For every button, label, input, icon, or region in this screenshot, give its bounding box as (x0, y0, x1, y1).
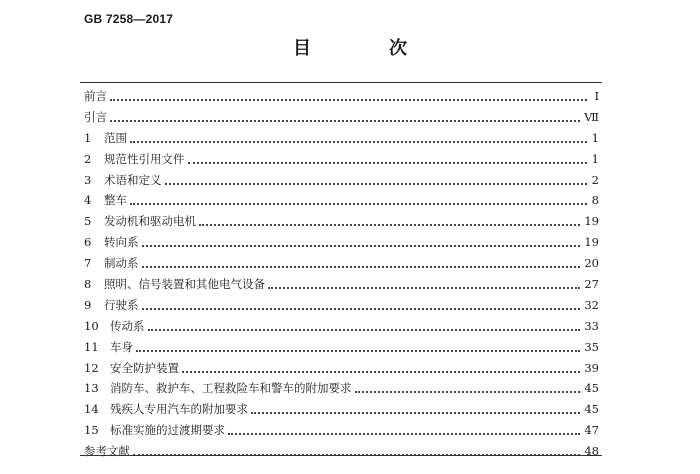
toc-entry-label: 照明、信号装置和其他电气设备 (104, 277, 265, 292)
toc-entry-number: 2 (84, 151, 92, 166)
toc-entry-number: 3 (84, 172, 92, 187)
toc-entry[interactable] (84, 443, 599, 464)
toc-entry[interactable] (84, 109, 599, 130)
dot-leader (199, 223, 580, 226)
dot-leader (228, 432, 580, 435)
toc-entry-label: 标准实施的过渡期要求 (110, 423, 225, 438)
toc-entry[interactable] (84, 88, 599, 109)
toc-entry-number: 15 (84, 423, 99, 438)
dot-leader (148, 328, 581, 331)
toc-entry-label: 发动机和驱动电机 (104, 214, 196, 229)
standard-code: GB 7258—2017 (84, 12, 174, 26)
dot-leader (142, 265, 581, 268)
toc-entry[interactable] (84, 318, 599, 339)
toc-entry[interactable] (84, 422, 599, 443)
dot-leader (110, 119, 580, 122)
dot-leader (130, 140, 587, 143)
toc-entry-number: 14 (84, 402, 99, 417)
dot-leader (251, 411, 580, 414)
toc-entry-page: 32 (584, 297, 599, 312)
dot-leader (268, 286, 580, 289)
toc-entry-number: 10 (84, 318, 99, 333)
toc-entry-label: 参考文献 (84, 444, 130, 459)
dot-leader (142, 244, 581, 247)
dot-leader (130, 202, 587, 205)
toc-entry[interactable] (84, 172, 599, 193)
toc-entry-page: Ⅰ (594, 89, 599, 103)
toc-entry-label: 行驶系 (104, 297, 139, 312)
toc-entry-number: 7 (84, 256, 92, 271)
toc-entry-label: 规范性引用文件 (104, 151, 185, 166)
toc-entry-label: 整车 (104, 193, 127, 208)
toc-entry-number: 5 (84, 214, 92, 229)
toc-entry-page: 19 (584, 235, 599, 250)
toc-entry-number: 12 (84, 360, 99, 375)
toc-entry[interactable] (84, 234, 599, 255)
toc-entry-label: 安全防护装置 (110, 360, 179, 375)
toc-entry-number: 4 (84, 193, 92, 208)
toc-entry[interactable] (84, 255, 599, 276)
toc-entry-number: 13 (84, 381, 99, 396)
toc-entry-page: 20 (584, 256, 599, 271)
toc-entry[interactable] (84, 151, 599, 172)
toc-entry-label: 术语和定义 (104, 172, 162, 187)
toc-entry[interactable] (84, 401, 599, 422)
dot-leader (110, 98, 587, 101)
toc-entry-number: 6 (84, 235, 92, 250)
bottom-divider (80, 455, 602, 456)
toc-entry-page: 45 (584, 402, 599, 417)
dot-leader (188, 161, 588, 164)
toc-entry-page: 27 (584, 277, 599, 292)
toc-entry-page: 47 (584, 423, 599, 438)
dot-leader (355, 390, 581, 393)
toc-entry[interactable] (84, 276, 599, 297)
toc-entry[interactable] (84, 339, 599, 360)
toc-entry[interactable] (84, 360, 599, 381)
toc-entry-page: 1 (591, 130, 599, 145)
table-of-contents (84, 88, 599, 464)
dot-leader (182, 370, 580, 373)
toc-entry-label: 车身 (110, 339, 133, 354)
toc-entry-label: 残疾人专用汽车的附加要求 (110, 402, 248, 417)
toc-entry-label: 转向系 (104, 235, 139, 250)
top-divider (80, 82, 602, 83)
toc-entry-page: 45 (584, 381, 599, 396)
toc-entry-number: 9 (84, 297, 92, 312)
toc-entry-page: 33 (584, 318, 599, 333)
toc-entry-number: 8 (84, 277, 92, 292)
toc-entry-page: 39 (584, 360, 599, 375)
toc-entry-label: 前言 (84, 89, 107, 103)
toc-entry-label: 引言 (84, 109, 107, 124)
toc-entry[interactable] (84, 297, 599, 318)
toc-entry-page: 1 (591, 151, 599, 166)
toc-entry-page: 2 (591, 172, 599, 187)
toc-entry-label: 制动系 (104, 256, 139, 271)
toc-entry-number: 11 (84, 339, 99, 354)
dot-leader (142, 307, 581, 310)
toc-entry-number: 1 (84, 130, 92, 145)
toc-entry-label: 传动系 (110, 318, 145, 333)
toc-entry-page: 19 (584, 214, 599, 229)
toc-entry[interactable] (84, 130, 599, 151)
toc-entry-page: 35 (584, 339, 599, 354)
toc-entry-page: Ⅶ (584, 109, 599, 124)
toc-entry-label: 消防车、救护车、工程救险车和警车的附加要求 (110, 381, 352, 396)
toc-entry-page: 8 (591, 193, 599, 208)
toc-entry[interactable] (84, 213, 599, 234)
dot-leader (165, 182, 588, 185)
toc-entry[interactable] (84, 192, 599, 213)
page-title: 目 次 (293, 38, 437, 59)
toc-entry-page: 48 (584, 444, 599, 459)
toc-entry-label: 范围 (104, 130, 127, 145)
toc-entry[interactable] (84, 380, 599, 401)
dot-leader (136, 349, 580, 352)
